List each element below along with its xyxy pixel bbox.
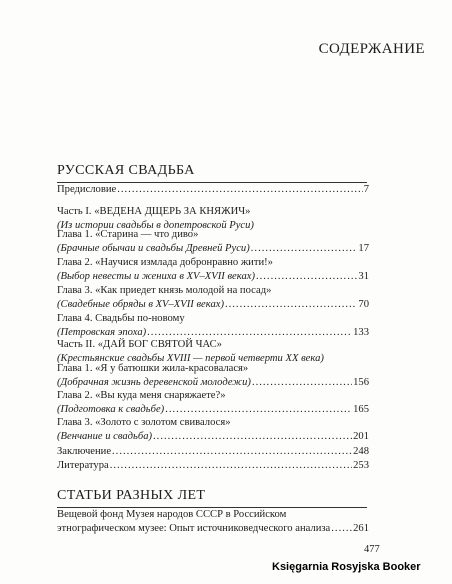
toc-entry-label: Заключение — [57, 446, 112, 457]
page-title: СОДЕРЖАНИЕ — [318, 41, 425, 57]
toc-page-number: 156 — [353, 377, 369, 388]
dot-leader — [112, 445, 352, 459]
dot-leader — [110, 459, 352, 473]
toc-page-number: 165 — [353, 404, 369, 415]
chapter-title: Глава 1. «Старина — что диво» — [57, 229, 199, 240]
chapter-title: Глава 4. Свадьбы по-новому — [57, 313, 185, 324]
article-title-line: этнографическом музее: Опыт источниковедческого анализа — [57, 523, 331, 534]
toc-chapter — [57, 312, 369, 340]
chapter-subtitle: (Брачные обычаи и свадьбы Древней Руси) — [57, 243, 250, 254]
toc-entry-preface — [57, 183, 369, 197]
dot-leader — [252, 376, 352, 390]
dot-leader — [225, 298, 357, 312]
part-title: Часть II. «ДАЙ БОГ СВЯТОЙ ЧАС» — [57, 339, 222, 350]
dot-leader — [251, 242, 358, 256]
chapter-title: Глава 1. «Я у батюшки жила-красовалася» — [57, 363, 249, 374]
toc-page-number: 70 — [358, 299, 369, 310]
toc-entry-conclusion — [57, 445, 369, 459]
dot-leader — [256, 270, 357, 284]
toc-chapter — [57, 416, 369, 444]
chapter-title: Глава 2. «Вы куда меня снаряжаете?» — [57, 390, 226, 401]
part-subtitle: (Из истории свадьбы в допетровской Руси) — [57, 220, 254, 231]
watermark: Księgarnia Rosyjska Booker — [272, 561, 421, 573]
toc-page-number: 17 — [358, 243, 369, 254]
chapter-subtitle: (Добрачная жизнь деревенской молодежи) — [57, 377, 251, 388]
toc-chapter — [57, 389, 369, 417]
toc-chapter — [57, 362, 369, 390]
toc-page-number: 248 — [353, 446, 369, 457]
toc-page-number: 7 — [363, 184, 369, 195]
dot-leader — [153, 430, 352, 444]
dot-leader — [117, 183, 362, 197]
toc-entry-label: Предисловие — [57, 184, 117, 195]
toc-page-number: 31 — [358, 271, 369, 282]
chapter-subtitle: (Свадебные обряды в XV–XVII веках) — [57, 299, 224, 310]
toc-chapter — [57, 256, 369, 284]
part-title: Часть I. «ВЕДЕНА ДЩЕРЬ ЗА КНЯЖИЧ» — [57, 206, 251, 217]
toc-entry-literature — [57, 459, 369, 473]
section-heading-russian-wedding: РУССКАЯ СВАДЬБА — [57, 163, 367, 183]
dot-leader — [165, 403, 352, 417]
chapter-subtitle: (Подготовка к свадьбе) — [57, 404, 165, 415]
chapter-subtitle: (Венчание и свадьба) — [57, 431, 153, 442]
dot-leader — [331, 522, 352, 536]
toc-chapter — [57, 284, 369, 312]
chapter-subtitle: (Петровская эпоха) — [57, 327, 147, 338]
toc-page-number: 261 — [353, 523, 369, 534]
toc-chapter — [57, 228, 369, 256]
toc-page-number: 201 — [353, 431, 369, 442]
chapter-title: Глава 2. «Научися измлада добронравно жити!» — [57, 257, 273, 268]
article-title-line: Вещевой фонд Музея народов СССР в Российском — [57, 509, 287, 520]
toc-page-number: 253 — [353, 460, 369, 471]
toc-page-number: 133 — [353, 327, 369, 338]
toc-entry-label: Литература — [57, 460, 109, 471]
part-subtitle: (Крестьянские свадьбы XVIII — первой четверти XX века) — [57, 353, 324, 364]
chapter-subtitle: (Выбор невесты и жениха в XV–XVII веках) — [57, 271, 255, 282]
chapter-title: Глава 3. «Золото с золотом свивалося» — [57, 417, 231, 428]
section-heading-articles: СТАТЬИ РАЗНЫХ ЛЕТ — [57, 488, 367, 508]
chapter-title: Глава 3. «Как приедет князь молодой на посад» — [57, 285, 272, 296]
page-number: 477 — [364, 544, 380, 555]
toc-entry-article — [57, 508, 369, 536]
